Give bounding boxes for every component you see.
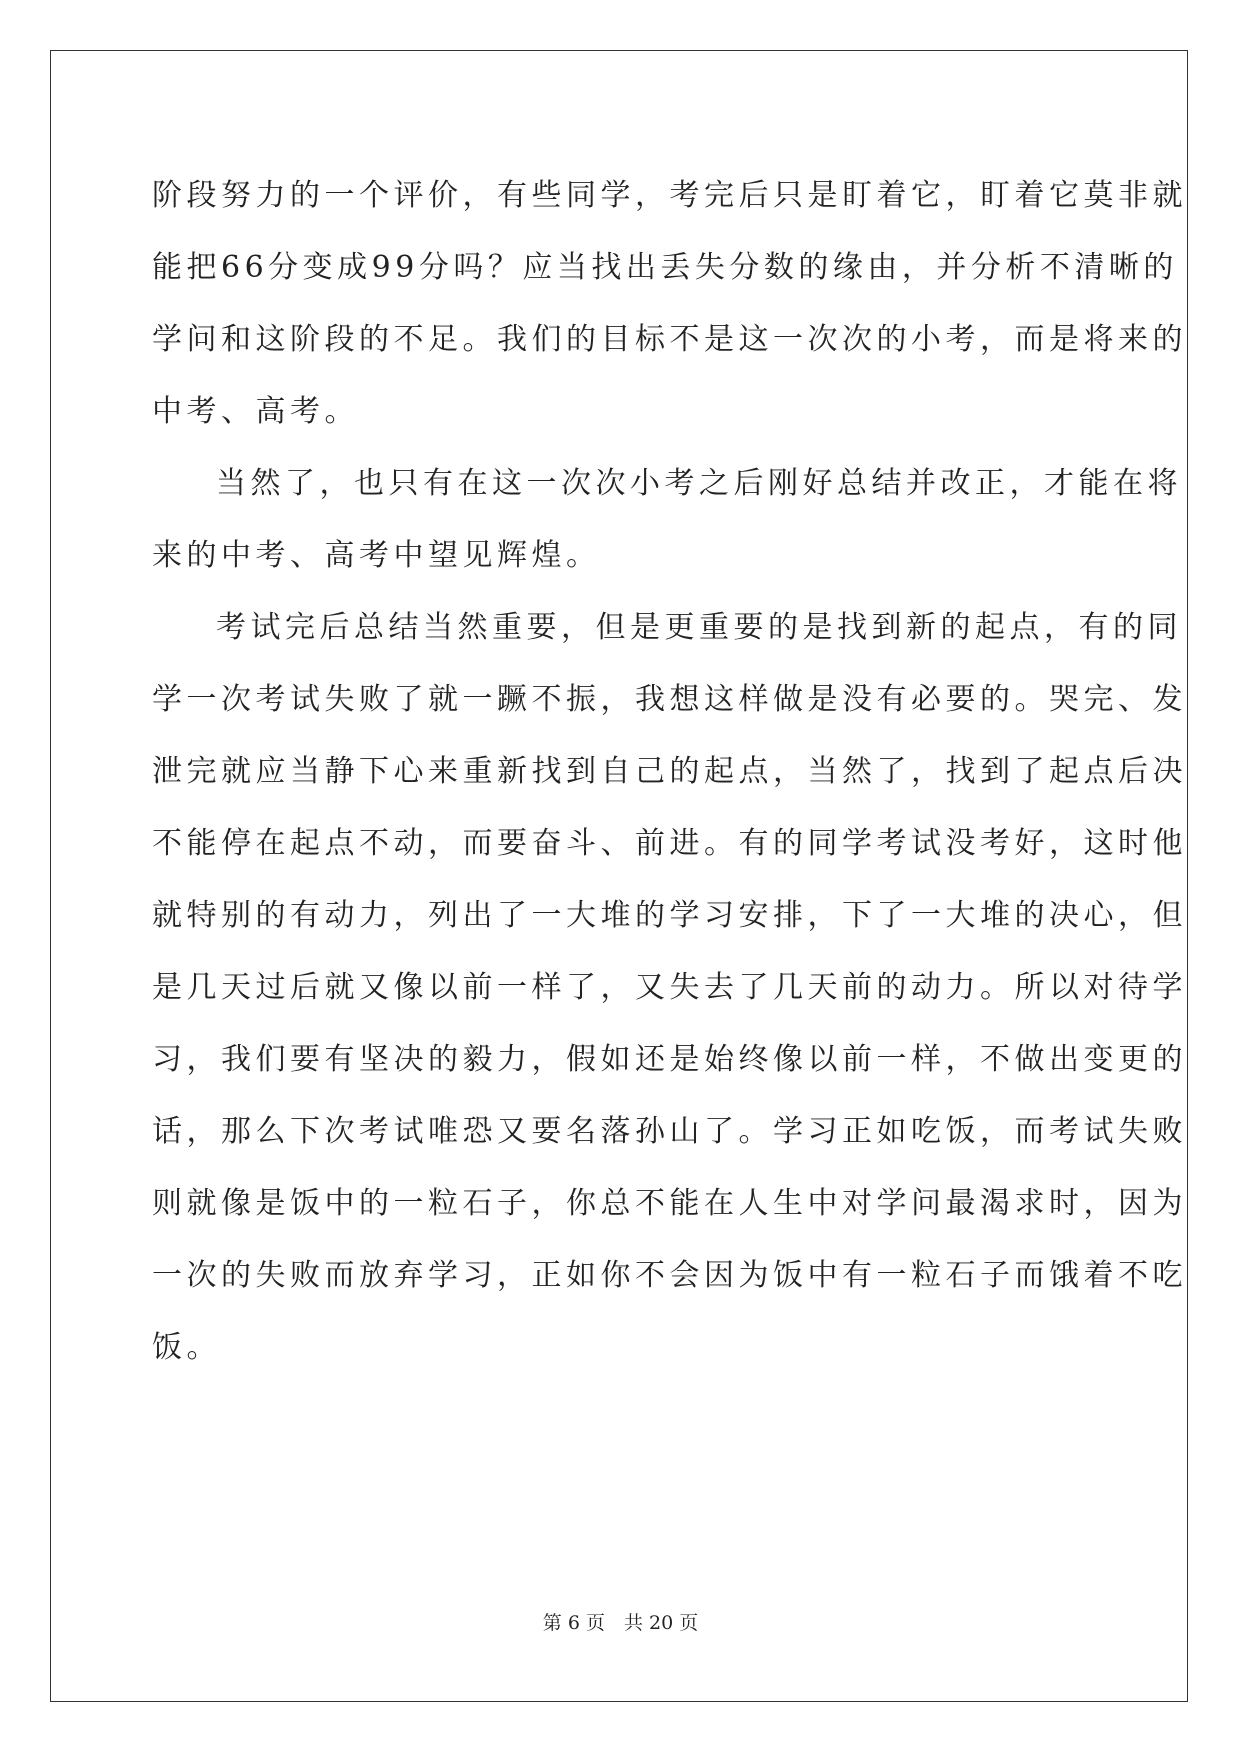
text-line: 饭。	[152, 1330, 221, 1365]
text-line: 当然了，也只有在这一次次小考之后刚好总结并改正，才能在将	[216, 466, 1182, 501]
text-line: 学问和这阶段的不足。我们的目标不是这一次次的小考，而是将来的	[152, 322, 1187, 357]
text-line: 则就像是饭中的一粒石子，你总不能在人生中对学问最渴求时，因为	[152, 1186, 1187, 1221]
text-line: 能把66分变成99分吗？应当找出丢失分数的缘由，并分析不清晰的	[152, 250, 1178, 285]
document-body	[152, 160, 1187, 1384]
text-line: 一次的失败而放弃学习，正如你不会因为饭中有一粒石子而饿着不吃	[152, 1258, 1187, 1293]
page-footer: 第 6 页 共 20 页	[542, 1612, 699, 1634]
text-line: 习，我们要有坚决的毅力，假如还是始终像以前一样，不做出变更的	[152, 1042, 1187, 1077]
text-line: 中考、高考。	[152, 394, 359, 429]
text-line: 话，那么下次考试唯恐又要名落孙山了。学习正如吃饭，而考试失败	[152, 1114, 1187, 1149]
text-line: 学一次考试失败了就一蹶不振，我想这样做是没有必要的。哭完、发	[152, 682, 1187, 717]
text-line: 考试完后总结当然重要，但是更重要的是找到新的起点，有的同	[216, 610, 1182, 645]
text-line: 就特别的有动力，列出了一大堆的学习安排，下了一大堆的决心，但	[152, 898, 1187, 933]
text-line: 来的中考、高考中望见辉煌。	[152, 538, 601, 573]
text-line: 泄完就应当静下心来重新找到自己的起点，当然了，找到了起点后决	[152, 754, 1187, 789]
text-line: 阶段努力的一个评价，有些同学，考完后只是盯着它，盯着它莫非就	[152, 178, 1187, 213]
text-line: 不能停在起点不动，而要奋斗、前进。有的同学考试没考好，这时他	[152, 826, 1187, 861]
text-line: 是几天过后就又像以前一样了，又失去了几天前的动力。所以对待学	[152, 970, 1187, 1005]
